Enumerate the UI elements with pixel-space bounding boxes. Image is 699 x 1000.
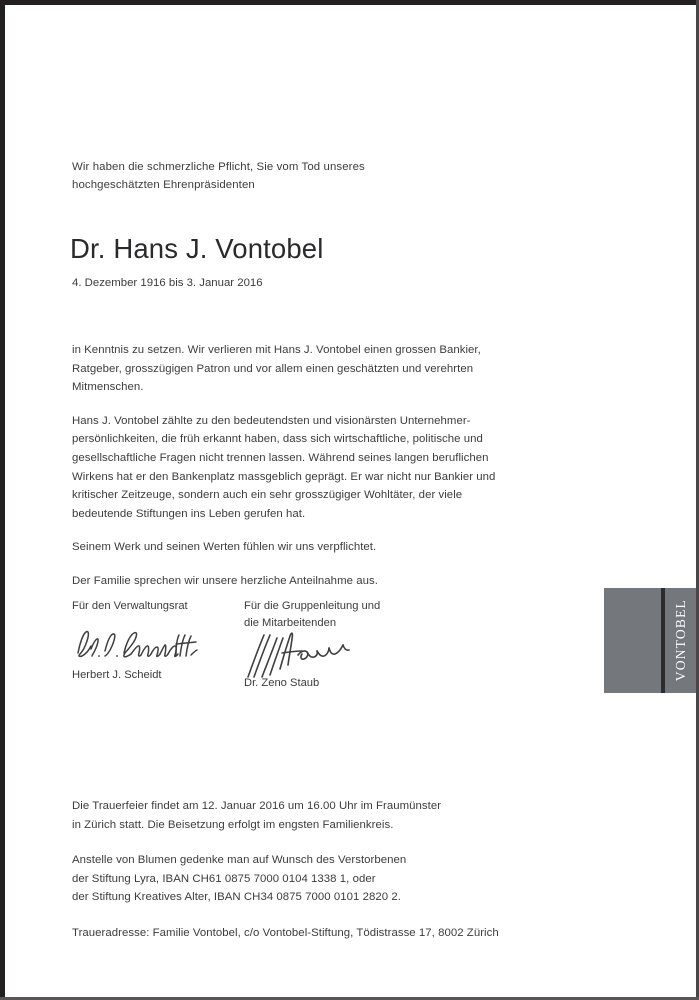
intro-line-1: Wir haben die schmerzliche Pflicht, Sie vom Tod unseres xyxy=(72,161,365,173)
deceased-dates: 4. Dezember 1916 bis 3. Januar 2016 xyxy=(72,277,263,289)
page-border-left xyxy=(0,0,5,1000)
footer-ceremony-line-1: Die Trauerfeier findet am 12. Januar 2016 um 16.00 Uhr im Fraumünster xyxy=(72,800,442,812)
logo-wordmark-text: VONTOBEL xyxy=(672,599,688,682)
vontobel-logo xyxy=(604,588,696,693)
body-paragraph-2: Hans J. Vontobel zählte zu den bedeutendsten und visionärsten Unternehmer-persönlichkeiten, die früh erkannt haben, dass sich wirtschaftliche, politische und gesellschaftliche Fragen nicht trennen lassen. Während seines langen beruflichen Wirkens hat er den Bankenplatz massgeblich geprägt. Er war nicht nur Bankier und kritischer Zeitzeuge, sondern auch ein sehr grosszügiger Wohltäter, der viele bedeutende Stiftungen ins Leben gerufen hat. xyxy=(72,414,496,520)
footer-ceremony xyxy=(72,797,542,834)
deceased-name: Dr. Hans J. Vontobel xyxy=(70,233,324,264)
signature-name-scheidt: Herbert J. Scheidt xyxy=(72,668,162,681)
logo-wordmark xyxy=(665,588,696,693)
handwritten-signature-scheidt-icon xyxy=(72,623,242,667)
footer-donations-line-3: der Stiftung Kreatives Alter, IBAN CH34 0875 7000 0101 2820 2. xyxy=(72,891,401,904)
footer-donations xyxy=(72,851,542,907)
intro-text xyxy=(72,158,532,194)
signature-block-board xyxy=(72,598,242,683)
body-paragraph-4: Der Familie sprechen wir unsere herzliche Anteilnahme aus. xyxy=(72,574,378,587)
notice-body xyxy=(72,341,522,591)
handwritten-signature-staub-icon xyxy=(244,629,444,675)
body-paragraph-1: in Kenntnis zu setzen. Wir verlieren mit Hans J. Vontobel einen grossen Bankier, Ratgeber, grosszügigen Patron und vor allem einen geschätzten und verehrten Mitmenschen. xyxy=(72,344,481,394)
signature-block-management xyxy=(244,598,444,691)
footer-donations-line-1: Anstelle von Blumen gedenke man auf Wunsch des Verstorbenen xyxy=(72,854,407,867)
signature-role-board: Für den Verwaltungsrat xyxy=(72,600,188,612)
footer-condolence-address: Traueradresse: Familie Vontobel, c/o Vontobel-Stiftung, Tödistrasse 17, 8002 Zürich xyxy=(72,926,499,939)
footer-ceremony-line-2: in Zürich statt. Die Beisetzung erfolgt im engsten Familienkreis. xyxy=(72,818,394,831)
page-border-top xyxy=(0,0,699,5)
footer-donations-line-2: der Stiftung Lyra, IBAN CH61 0875 7000 0104 1338 1, oder xyxy=(72,872,376,885)
notice-footer xyxy=(72,797,542,943)
signature-role-management: Für die Gruppenleitung und xyxy=(244,600,381,612)
signature-name-staub: Dr. Zeno Staub xyxy=(244,677,320,689)
intro-line-2: hochgeschätzten Ehrenpräsidenten xyxy=(72,179,255,191)
body-paragraph-3: Seinem Werk und seinen Werten fühlen wir uns verpflichtet. xyxy=(72,541,377,554)
signature-role-management-line2: die Mitarbeitenden xyxy=(244,616,337,629)
